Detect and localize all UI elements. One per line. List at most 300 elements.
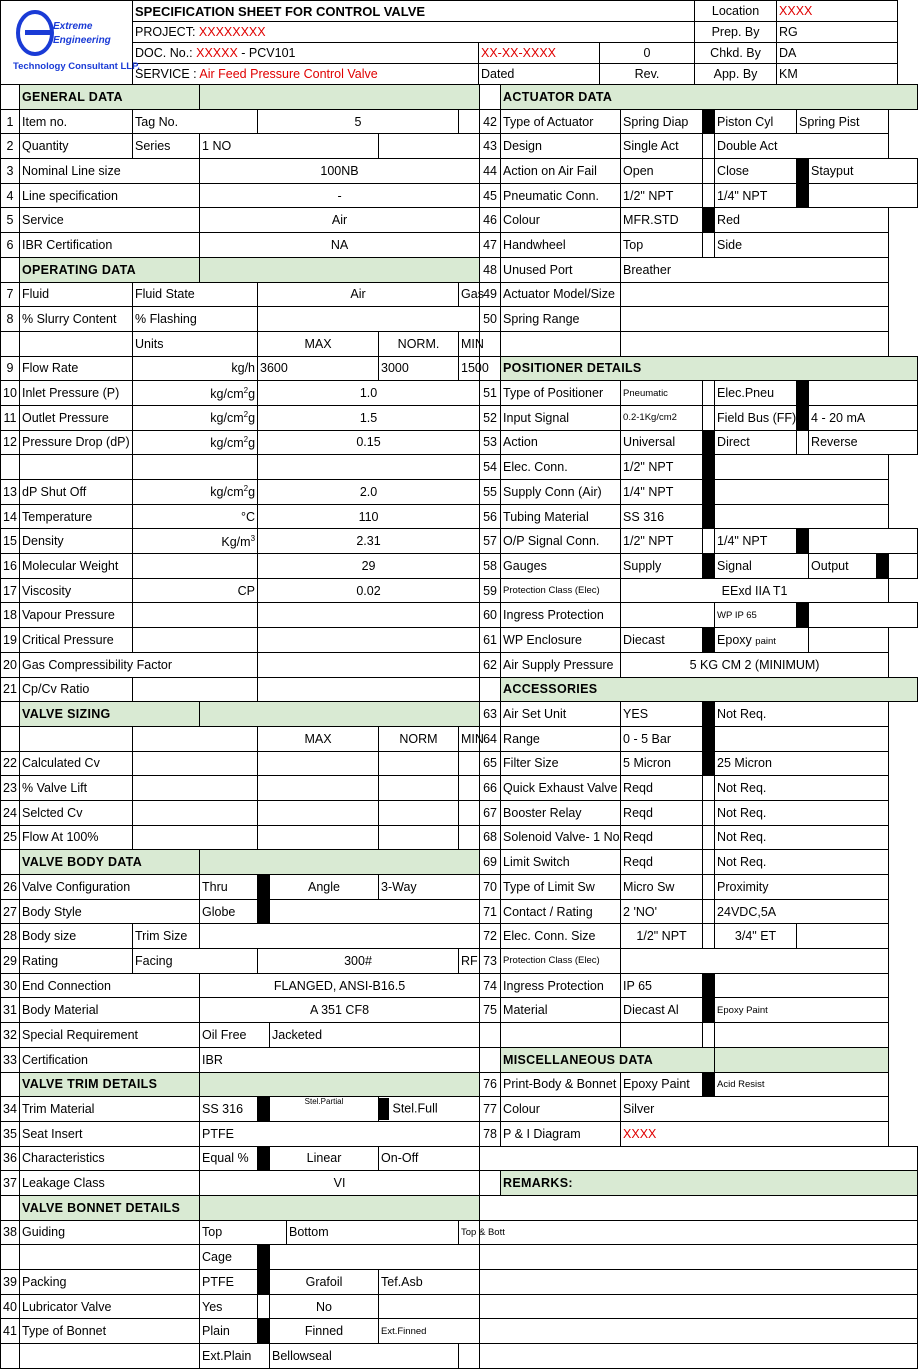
table-cell: Reqd bbox=[621, 776, 703, 801]
table-cell: Double Act bbox=[715, 134, 889, 159]
table-cell: O/P Signal Conn. bbox=[501, 529, 621, 554]
section-bonnet: VALVE BONNET DETAILS bbox=[20, 1195, 200, 1220]
marker-cell bbox=[703, 554, 715, 579]
table-row bbox=[1, 480, 918, 505]
table-cell bbox=[133, 603, 258, 628]
table-cell: Globe bbox=[200, 899, 258, 924]
table-cell: 12 bbox=[1, 430, 20, 455]
marker-cell bbox=[258, 1245, 270, 1270]
table-cell: 71 bbox=[480, 899, 501, 924]
table-cell: Finned bbox=[270, 1319, 379, 1344]
table-row bbox=[1, 109, 918, 134]
table-cell: On-Off bbox=[379, 1146, 480, 1171]
table-cell bbox=[703, 405, 715, 430]
table-cell: Plain bbox=[200, 1319, 258, 1344]
table-cell: Stayput bbox=[809, 159, 918, 184]
table-cell: Contact / Rating bbox=[501, 899, 621, 924]
marker-cell bbox=[703, 109, 715, 134]
table-cell: IP 65 bbox=[621, 973, 703, 998]
project-field: PROJECT: XXXXXXXX bbox=[133, 22, 695, 43]
table-cell: Field Bus (FF) bbox=[715, 405, 797, 430]
table-cell: Jacketed bbox=[270, 1023, 480, 1048]
table-cell bbox=[459, 776, 480, 801]
table-cell: Handwheel bbox=[501, 233, 621, 258]
table-cell: dP Shut Off bbox=[20, 480, 133, 505]
marker-cell bbox=[703, 208, 715, 233]
table-cell: - bbox=[200, 183, 480, 208]
table-cell: Material bbox=[501, 998, 621, 1023]
table-cell: Seat Insert bbox=[20, 1121, 200, 1146]
table-cell: Top & Bott bbox=[459, 1220, 480, 1245]
table-cell: Gas bbox=[459, 282, 480, 307]
header-table bbox=[0, 0, 898, 85]
table-row bbox=[1, 1171, 918, 1196]
table-cell bbox=[621, 282, 889, 307]
table-cell: Protection Class (Elec) bbox=[501, 949, 621, 974]
table-cell: Vapour Pressure bbox=[20, 603, 133, 628]
table-cell: Universal bbox=[621, 430, 703, 455]
table-cell: 17 bbox=[1, 578, 20, 603]
table-cell bbox=[715, 480, 889, 505]
table-cell: 64 bbox=[480, 726, 501, 751]
table-cell: CP bbox=[133, 578, 258, 603]
logo-line1: Extreme bbox=[53, 21, 93, 32]
marker-cell bbox=[797, 529, 809, 554]
table-row bbox=[1, 1097, 918, 1122]
table-cell: Single Act bbox=[621, 134, 703, 159]
table-cell: Linear bbox=[270, 1146, 379, 1171]
table-cell: Ext.Finned bbox=[379, 1319, 480, 1344]
table-cell: Cp/Cv Ratio bbox=[20, 677, 133, 702]
table-cell: MAX bbox=[258, 331, 379, 356]
table-row bbox=[1, 800, 918, 825]
table-cell: 39 bbox=[1, 1270, 20, 1295]
marker-cell bbox=[258, 1270, 270, 1295]
table-row bbox=[1, 949, 918, 974]
service-field: SERVICE : Air Feed Pressure Control Valve bbox=[133, 64, 479, 85]
table-cell: 300# bbox=[258, 949, 459, 974]
table-cell: $kg/cm^2g$ bbox=[133, 405, 258, 430]
table-cell: 3 bbox=[1, 159, 20, 184]
table-cell: 13 bbox=[1, 480, 20, 505]
table-cell: 53 bbox=[480, 430, 501, 455]
table-cell: Oil Free bbox=[200, 1023, 270, 1048]
table-cell: Filter Size bbox=[501, 751, 621, 776]
marker-cell bbox=[703, 504, 715, 529]
table-cell: 73 bbox=[480, 949, 501, 974]
marker-cell bbox=[877, 554, 889, 579]
logo-e-icon bbox=[15, 9, 55, 57]
table-cell: A 351 CF8 bbox=[200, 998, 480, 1023]
table-cell: IBR bbox=[200, 1047, 480, 1072]
table-cell bbox=[133, 677, 258, 702]
table-cell: 28 bbox=[1, 924, 20, 949]
section-operating: OPERATING DATA bbox=[20, 257, 200, 282]
table-cell: 8 bbox=[1, 307, 20, 332]
table-cell bbox=[809, 381, 918, 406]
section-sizing: VALVE SIZING bbox=[20, 702, 200, 727]
table-cell: 23 bbox=[1, 776, 20, 801]
table-cell: 100NB bbox=[200, 159, 480, 184]
table-cell: Gauges bbox=[501, 554, 621, 579]
table-cell: Air Supply Pressure bbox=[501, 652, 621, 677]
table-cell bbox=[809, 628, 889, 653]
table-cell bbox=[200, 924, 480, 949]
table-cell bbox=[379, 776, 459, 801]
table-cell: Line specification bbox=[20, 183, 200, 208]
table-cell: Solenoid Valve- 1 No bbox=[501, 825, 621, 850]
table-cell bbox=[1, 1245, 20, 1270]
table-row bbox=[1, 677, 918, 702]
table-cell: XXXX bbox=[621, 1121, 889, 1146]
table-cell: 1/2" NPT bbox=[621, 924, 703, 949]
table-cell: Diecast bbox=[621, 628, 703, 653]
marker-cell bbox=[703, 973, 715, 998]
table-cell bbox=[480, 85, 501, 110]
table-cell bbox=[621, 307, 889, 332]
table-cell: Reqd bbox=[621, 800, 703, 825]
marker-cell bbox=[797, 405, 809, 430]
table-cell bbox=[703, 183, 715, 208]
table-row bbox=[1, 1047, 918, 1072]
location-label: Location bbox=[695, 1, 777, 22]
table-row bbox=[1, 875, 918, 900]
table-cell bbox=[258, 628, 480, 653]
marker-cell bbox=[703, 726, 715, 751]
doc-field: DOC. No.: XXXXX - PCV101 bbox=[133, 43, 479, 64]
table-row bbox=[1, 1023, 918, 1048]
table-cell bbox=[715, 1023, 889, 1048]
table-cell: Equal % bbox=[200, 1146, 258, 1171]
table-cell bbox=[379, 751, 459, 776]
table-cell: 55 bbox=[480, 480, 501, 505]
table-cell: 25 Micron bbox=[715, 751, 889, 776]
table-cell: Cage bbox=[200, 1245, 258, 1270]
table-cell bbox=[200, 850, 480, 875]
table-row bbox=[1, 529, 918, 554]
table-cell bbox=[1, 85, 20, 110]
table-cell: 0 - 5 Bar bbox=[621, 726, 703, 751]
table-cell: 0.15 bbox=[258, 430, 480, 455]
table-cell: YES bbox=[621, 702, 703, 727]
table-cell: Trim Material bbox=[20, 1097, 200, 1122]
table-cell: Signal bbox=[715, 554, 809, 579]
table-cell bbox=[258, 677, 480, 702]
table-cell: 24VDC,5A bbox=[715, 899, 889, 924]
table-cell: 29 bbox=[258, 554, 480, 579]
table-cell: Bottom bbox=[287, 1220, 459, 1245]
section-misc: MISCELLANEOUS DATA bbox=[501, 1047, 715, 1072]
table-cell bbox=[20, 455, 133, 480]
table-cell: Type of Limit Sw bbox=[501, 875, 621, 900]
table-cell: 1.5 bbox=[258, 405, 480, 430]
table-cell: Nominal Line size bbox=[20, 159, 200, 184]
table-cell: Design bbox=[501, 134, 621, 159]
table-cell: EExd IIA T1 bbox=[621, 578, 889, 603]
table-cell: Colour bbox=[501, 208, 621, 233]
table-cell bbox=[703, 776, 715, 801]
table-cell bbox=[621, 331, 889, 356]
sheet-title: SPECIFICATION SHEET FOR CONTROL VALVE bbox=[133, 1, 695, 22]
table-cell: 49 bbox=[480, 282, 501, 307]
table-cell: Spring Range bbox=[501, 307, 621, 332]
table-cell: Rating bbox=[20, 949, 133, 974]
table-cell: 5 bbox=[258, 109, 459, 134]
table-row bbox=[1, 776, 918, 801]
section-body: VALVE BODY DATA bbox=[20, 850, 200, 875]
table-cell: No bbox=[270, 1294, 379, 1319]
table-cell: 2 'NO' bbox=[621, 899, 703, 924]
table-cell: Top bbox=[200, 1220, 287, 1245]
table-cell: Calculated Cv bbox=[20, 751, 133, 776]
table-cell: Elec. Conn. bbox=[501, 455, 621, 480]
table-cell bbox=[797, 430, 809, 455]
table-cell: SS 316 bbox=[200, 1097, 258, 1122]
table-cell: Grafoil bbox=[270, 1270, 379, 1295]
table-cell: 21 bbox=[1, 677, 20, 702]
table-cell bbox=[703, 875, 715, 900]
table-cell bbox=[703, 850, 715, 875]
table-cell: Input Signal bbox=[501, 405, 621, 430]
table-cell bbox=[459, 751, 480, 776]
table-cell: 1/2" NPT bbox=[621, 455, 703, 480]
table-cell bbox=[703, 924, 715, 949]
table-cell: Print-Body & Bonnet bbox=[501, 1072, 621, 1097]
table-cell: 27 bbox=[1, 899, 20, 924]
table-cell bbox=[200, 702, 480, 727]
table-cell: 31 bbox=[1, 998, 20, 1023]
table-cell bbox=[715, 504, 889, 529]
table-cell: VI bbox=[200, 1171, 480, 1196]
table-cell: Body size bbox=[20, 924, 133, 949]
table-cell: $kg/cm^2g$ bbox=[133, 381, 258, 406]
table-cell: 10 bbox=[1, 381, 20, 406]
table-cell: Tag No. bbox=[133, 109, 258, 134]
table-cell: 74 bbox=[480, 973, 501, 998]
table-cell bbox=[1, 257, 20, 282]
marker-cell bbox=[703, 430, 715, 455]
rev-value: 0 bbox=[600, 43, 695, 64]
date-value: XX-XX-XXXX bbox=[479, 43, 600, 64]
marker-cell bbox=[258, 1146, 270, 1171]
table-cell: 68 bbox=[480, 825, 501, 850]
table-cell bbox=[20, 726, 133, 751]
chkd-value: DA bbox=[777, 43, 898, 64]
table-cell bbox=[133, 628, 258, 653]
app-value: KM bbox=[777, 64, 898, 85]
table-cell bbox=[459, 1344, 480, 1369]
table-cell: Inlet Pressure (P) bbox=[20, 381, 133, 406]
table-row bbox=[1, 1294, 918, 1319]
table-cell: 14 bbox=[1, 504, 20, 529]
table-cell: 29 bbox=[1, 949, 20, 974]
table-cell: 5 KG CM 2 (MINIMUM) bbox=[621, 652, 889, 677]
table-cell: 59 bbox=[480, 578, 501, 603]
section-accessories: ACCESSORIES bbox=[501, 677, 918, 702]
table-cell: Type of Positioner bbox=[501, 381, 621, 406]
table-cell bbox=[459, 825, 480, 850]
table-cell bbox=[379, 825, 459, 850]
table-cell: FLANGED, ANSI-B16.5 bbox=[200, 973, 480, 998]
table-cell: Pneumatic Conn. bbox=[501, 183, 621, 208]
table-cell: Piston Cyl bbox=[715, 109, 797, 134]
table-cell: Service bbox=[20, 208, 200, 233]
table-cell: 77 bbox=[480, 1097, 501, 1122]
table-cell: NORM bbox=[379, 726, 459, 751]
table-cell: Range bbox=[501, 726, 621, 751]
table-cell bbox=[133, 825, 258, 850]
table-cell: Silver bbox=[621, 1097, 889, 1122]
table-cell: Fluid bbox=[20, 282, 133, 307]
table-row bbox=[1, 455, 918, 480]
table-cell: 60 bbox=[480, 603, 501, 628]
table-cell: 26 bbox=[1, 875, 20, 900]
table-cell: 19 bbox=[1, 628, 20, 653]
marker-cell bbox=[797, 381, 809, 406]
table-cell: Spring Diap bbox=[621, 109, 703, 134]
table-cell: Breather bbox=[621, 257, 889, 282]
table-cell: MFR.STD bbox=[621, 208, 703, 233]
table-cell bbox=[258, 652, 480, 677]
table-cell bbox=[703, 381, 715, 406]
marker-cell bbox=[258, 1097, 270, 1122]
table-row bbox=[1, 554, 918, 579]
table-cell: PTFE bbox=[200, 1270, 258, 1295]
table-cell: 1/4" NPT bbox=[621, 480, 703, 505]
table-cell bbox=[480, 1146, 918, 1171]
table-cell bbox=[200, 85, 480, 110]
table-cell: Stel.Partial bbox=[270, 1097, 379, 1122]
table-cell: Supply bbox=[621, 554, 703, 579]
table-cell bbox=[715, 726, 889, 751]
table-cell: 61 bbox=[480, 628, 501, 653]
table-cell: Body Style bbox=[20, 899, 200, 924]
section-positioner: POSITIONER DETAILS bbox=[501, 356, 918, 381]
table-cell bbox=[703, 134, 715, 159]
table-cell: 3-Way bbox=[379, 875, 480, 900]
table-cell: % Slurry Content bbox=[20, 307, 133, 332]
table-cell: MAX bbox=[258, 726, 379, 751]
table-cell bbox=[480, 1195, 918, 1220]
table-cell bbox=[200, 257, 480, 282]
table-cell: 48 bbox=[480, 257, 501, 282]
table-cell: Unused Port bbox=[501, 257, 621, 282]
table-cell: Quantity bbox=[20, 134, 133, 159]
table-cell: 0.2-1Kg/cm2 bbox=[621, 405, 703, 430]
table-cell: 30 bbox=[1, 973, 20, 998]
marker-cell bbox=[797, 603, 809, 628]
table-cell bbox=[459, 109, 480, 134]
table-cell: 37 bbox=[1, 1171, 20, 1196]
table-row bbox=[1, 1344, 918, 1369]
table-row bbox=[1, 1121, 918, 1146]
table-cell bbox=[480, 677, 501, 702]
table-cell: Top bbox=[621, 233, 703, 258]
table-cell: 33 bbox=[1, 1047, 20, 1072]
table-cell bbox=[621, 949, 889, 974]
table-row bbox=[1, 899, 918, 924]
table-cell: Limit Switch bbox=[501, 850, 621, 875]
table-cell: 1/2" NPT bbox=[621, 529, 703, 554]
table-cell: 70 bbox=[480, 875, 501, 900]
table-cell: 1 bbox=[1, 109, 20, 134]
table-cell: Epoxy paint bbox=[715, 628, 809, 653]
table-row bbox=[1, 233, 918, 258]
table-cell bbox=[703, 899, 715, 924]
table-cell: 63 bbox=[480, 702, 501, 727]
table-cell bbox=[703, 1023, 715, 1048]
section-general: GENERAL DATA bbox=[20, 85, 200, 110]
table-cell bbox=[1, 850, 20, 875]
table-cell: Epoxy Paint bbox=[715, 998, 889, 1023]
table-cell bbox=[270, 1245, 480, 1270]
section-trim: VALVE TRIM DETAILS bbox=[20, 1072, 200, 1097]
table-cell: 40 bbox=[1, 1294, 20, 1319]
marker-cell bbox=[703, 480, 715, 505]
table-cell: 50 bbox=[480, 307, 501, 332]
table-cell: 22 bbox=[1, 751, 20, 776]
table-cell: 2 bbox=[1, 134, 20, 159]
table-cell: Booster Relay bbox=[501, 800, 621, 825]
table-cell: Pressure Drop (dP) bbox=[20, 430, 133, 455]
table-row bbox=[1, 973, 918, 998]
table-cell: Tef.Asb bbox=[379, 1270, 480, 1295]
table-cell: Trim Size bbox=[133, 924, 200, 949]
table-cell: Reverse bbox=[809, 430, 918, 455]
table-cell: IBR Certification bbox=[20, 233, 200, 258]
marker-cell bbox=[703, 702, 715, 727]
table-cell: Reqd bbox=[621, 850, 703, 875]
table-cell: Actuator Model/Size bbox=[501, 282, 621, 307]
section-actuator: ACTUATOR DATA bbox=[501, 85, 918, 110]
table-cell: 110 bbox=[258, 504, 480, 529]
table-cell: Molecular Weight bbox=[20, 554, 133, 579]
table-cell: $Kg/m^3$ bbox=[133, 529, 258, 554]
table-cell bbox=[809, 183, 918, 208]
table-row bbox=[1, 405, 918, 430]
table-cell: 44 bbox=[480, 159, 501, 184]
table-cell: 1/4" NPT bbox=[715, 529, 797, 554]
table-cell: 6 bbox=[1, 233, 20, 258]
table-row bbox=[1, 331, 918, 356]
table-cell: Type of Actuator bbox=[501, 109, 621, 134]
logo-line3: Technology Consultant LLP. bbox=[13, 61, 140, 72]
table-cell: Direct bbox=[715, 430, 797, 455]
table-cell: Air bbox=[258, 282, 459, 307]
table-cell: Red bbox=[715, 208, 889, 233]
table-cell: 7 bbox=[1, 282, 20, 307]
table-cell bbox=[1, 331, 20, 356]
table-cell: Reqd bbox=[621, 825, 703, 850]
table-cell: °C bbox=[133, 504, 258, 529]
table-cell: 25 bbox=[1, 825, 20, 850]
table-cell: NORM. bbox=[379, 331, 459, 356]
table-cell: 9 bbox=[1, 356, 20, 381]
table-cell: Temperature bbox=[20, 504, 133, 529]
table-cell: 46 bbox=[480, 208, 501, 233]
prep-label: Prep. By bbox=[695, 22, 777, 43]
table-cell: Not Req. bbox=[715, 850, 889, 875]
table-cell bbox=[715, 1047, 889, 1072]
table-cell bbox=[480, 1294, 918, 1319]
table-cell bbox=[480, 1047, 501, 1072]
table-cell: Micro Sw bbox=[621, 875, 703, 900]
table-cell bbox=[133, 776, 258, 801]
table-cell: 52 bbox=[480, 405, 501, 430]
table-cell: Outlet Pressure bbox=[20, 405, 133, 430]
table-cell: 11 bbox=[1, 405, 20, 430]
table-row bbox=[1, 282, 918, 307]
